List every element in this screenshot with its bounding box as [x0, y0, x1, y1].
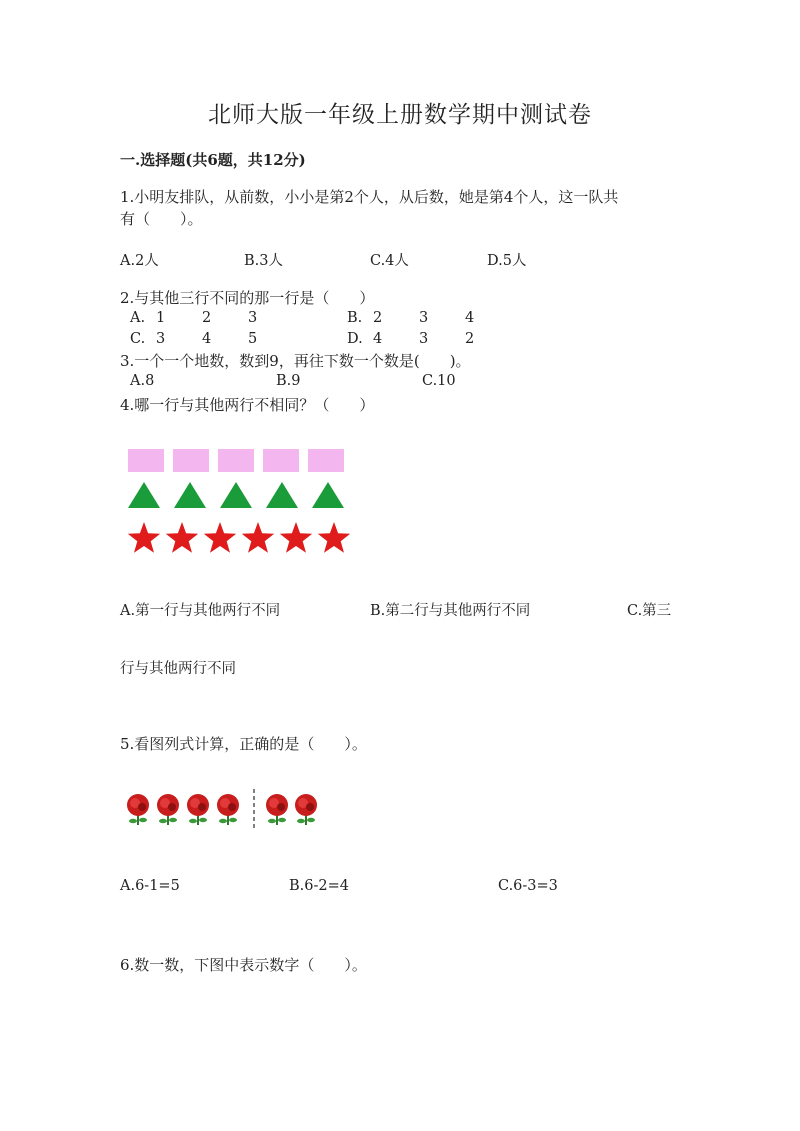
q1-option-b[interactable]: B.3人: [244, 253, 283, 269]
star-shape: [204, 522, 236, 553]
triangle-shape: [220, 482, 252, 508]
flowers-figure: [120, 785, 330, 835]
q6-stem: 6.数一数，下图中表示数字（ ）。: [120, 956, 367, 974]
triangle-shape: [128, 482, 160, 508]
section-heading: 一.选择题(共6题，共12分): [120, 151, 306, 169]
q4-option-a[interactable]: A.第一行与其他两行不同: [120, 603, 281, 619]
q3-option-b[interactable]: B.9: [276, 373, 301, 389]
star-shape: [318, 522, 350, 553]
q2-b-num3: 4: [465, 310, 475, 326]
q2-d-num3: 2: [465, 331, 475, 347]
q1-stem-line2: 有（ ）。: [120, 210, 203, 228]
triangle-shape: [266, 482, 298, 508]
q2-b-num1: 2: [373, 310, 383, 326]
q2-c-num2: 4: [202, 331, 212, 347]
q2-a-num1: 1: [156, 310, 166, 326]
q1-option-a[interactable]: A.2人: [120, 253, 159, 269]
q3-option-a[interactable]: A.8: [130, 373, 155, 389]
rose-flower-icon: [217, 794, 239, 825]
q2-option-a-label: A.: [130, 310, 146, 326]
q2-c-num3: 5: [248, 331, 258, 347]
q3-option-c[interactable]: C.10: [422, 373, 456, 389]
star-shape: [280, 522, 312, 553]
q4-stem: 4.哪一行与其他两行不相同？（ ）: [120, 396, 375, 414]
star-shape: [242, 522, 274, 553]
square-shape: [308, 449, 344, 472]
page-title: 北师大版一年级上册数学期中测试卷: [208, 102, 592, 128]
q2-option-c[interactable]: [130, 331, 294, 347]
q4-option-c[interactable]: C.第三: [627, 603, 672, 619]
q5-option-a[interactable]: A.6-1=5: [120, 878, 180, 894]
rose-flower-icon: [187, 794, 209, 825]
q2-stem: 2.与其他三行不同的那一行是（ ）: [120, 289, 375, 307]
q1-option-c[interactable]: C.4人: [370, 253, 409, 269]
q2-option-d-label: D.: [347, 331, 363, 347]
q2-c-num1: 3: [156, 331, 166, 347]
square-shape: [128, 449, 164, 472]
q2-option-b[interactable]: [347, 310, 511, 326]
square-shape: [218, 449, 254, 472]
q2-option-c-label: C.: [130, 331, 146, 347]
q1-stem-line1: 1.小明友排队，从前数，小小是第2个人，从后数，她是第4个人，这一队共: [120, 188, 619, 206]
rose-flower-icon: [157, 794, 179, 825]
q2-a-num2: 2: [202, 310, 212, 326]
q2-a-num3: 3: [248, 310, 258, 326]
star-shape: [128, 522, 160, 553]
rose-flower-icon: [266, 794, 288, 825]
rose-flower-icon: [127, 794, 149, 825]
triangle-shape: [174, 482, 206, 508]
q2-d-num1: 4: [373, 331, 383, 347]
q1-option-d[interactable]: D.5人: [487, 253, 527, 269]
q2-option-a[interactable]: [130, 310, 294, 326]
shapes-figure: [120, 440, 360, 565]
q4-option-c-wrap: 行与其他两行不同: [120, 661, 236, 677]
q5-option-c[interactable]: C.6-3=3: [498, 878, 558, 894]
q5-option-b[interactable]: B.6-2=4: [289, 878, 349, 894]
q2-d-num2: 3: [419, 331, 429, 347]
q2-b-num2: 3: [419, 310, 429, 326]
square-shape: [173, 449, 209, 472]
rose-flower-icon: [295, 794, 317, 825]
triangle-shape: [312, 482, 344, 508]
q3-stem: 3.一个一个地数，数到9，再往下数一个数是( )。: [120, 352, 471, 370]
q2-option-b-label: B.: [347, 310, 363, 326]
q5-stem: 5.看图列式计算，正确的是（ ）。: [120, 735, 367, 753]
star-shape: [166, 522, 198, 553]
square-shape: [263, 449, 299, 472]
q4-option-b[interactable]: B.第二行与其他两行不同: [370, 603, 531, 619]
q2-option-d[interactable]: [347, 331, 511, 347]
